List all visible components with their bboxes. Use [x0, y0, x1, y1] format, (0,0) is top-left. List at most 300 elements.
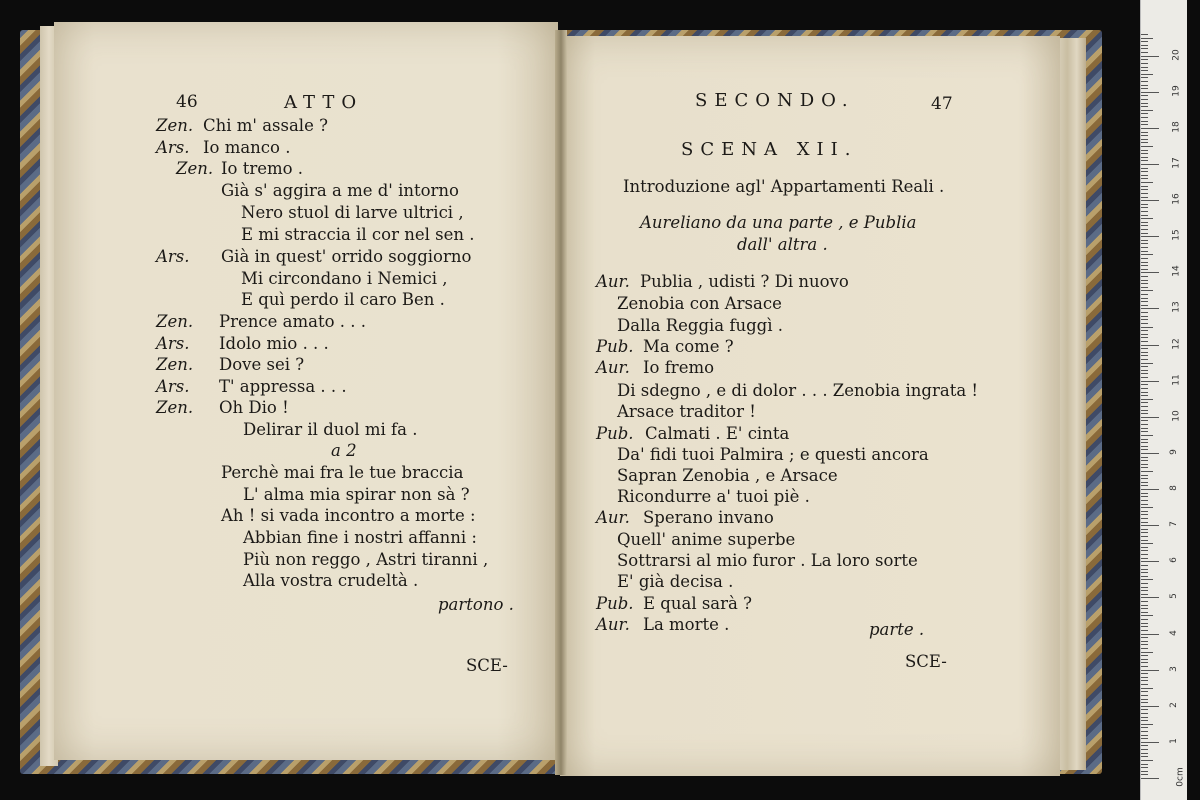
verse-line: Da' fidi tuoi Palmira ; e questi ancora — [617, 445, 929, 464]
verse-line: Publia , udisti ? Di nuovo — [640, 272, 849, 291]
ruler-label: 14 — [1171, 265, 1182, 278]
ruler-tick — [1141, 160, 1148, 161]
ruler-tick — [1141, 359, 1148, 360]
verse-line: Abbian fine i nostri affanni : — [243, 528, 477, 547]
ruler-tick — [1141, 262, 1148, 263]
verse-line: Ricondurre a' tuoi piè . — [617, 487, 810, 506]
ruler-tick — [1141, 420, 1148, 421]
ruler-tick — [1141, 702, 1148, 703]
stage-direction: dall' altra . — [737, 235, 828, 254]
ruler-label: 13 — [1171, 301, 1182, 314]
scene-setting: Introduzione agl' Appartamenti Reali . — [623, 177, 945, 196]
ruler-tick — [1141, 641, 1148, 642]
ruler-tick — [1141, 735, 1148, 736]
ruler-label: 4 — [1168, 629, 1179, 636]
ruler-label: 7 — [1168, 521, 1179, 528]
verse-line: Prence amato . . . — [219, 312, 366, 331]
ruler-tick — [1141, 630, 1148, 631]
ruler-tick — [1141, 626, 1148, 627]
ruler-tick — [1141, 92, 1159, 93]
ruler-tick — [1141, 713, 1148, 714]
ruler-tick — [1141, 677, 1148, 678]
ruler-label: 15 — [1171, 229, 1182, 241]
ruler-tick — [1141, 507, 1153, 508]
ruler-tick — [1141, 670, 1159, 671]
ruler-tick — [1141, 355, 1148, 356]
verse-line: Perchè mai fra le tue braccia — [221, 463, 464, 482]
ruler-tick — [1141, 504, 1148, 505]
ruler-tick — [1141, 106, 1148, 107]
ruler-tick — [1141, 550, 1148, 551]
speaker-label: Ars. — [156, 334, 190, 353]
catchword: SCE- — [466, 656, 508, 675]
ruler-tick — [1141, 666, 1148, 667]
ruler-tick — [1141, 327, 1153, 328]
ruler-tick — [1141, 117, 1148, 118]
verse-line: Più non reggo , Astri tiranni , — [243, 550, 489, 569]
ruler-label: 2 — [1168, 701, 1179, 708]
speaker-label: Pub. — [596, 337, 634, 356]
ruler-tick — [1141, 727, 1148, 728]
ruler-tick — [1141, 648, 1148, 649]
ruler-tick — [1141, 778, 1159, 779]
ruler-tick — [1141, 323, 1148, 324]
ruler-tick — [1141, 612, 1148, 613]
ruler-tick — [1141, 410, 1148, 411]
ruler-tick — [1141, 70, 1148, 71]
ruler-tick — [1141, 644, 1148, 645]
ruler-tick — [1141, 446, 1148, 447]
ruler-tick — [1141, 298, 1148, 299]
ruler-tick — [1141, 34, 1148, 35]
ruler-tick — [1141, 258, 1148, 259]
verse-line: Io tremo . — [221, 159, 304, 178]
ruler-tick — [1141, 56, 1159, 57]
speaker-label: Zen. — [156, 398, 194, 417]
ruler-tick — [1141, 171, 1148, 172]
ruler-tick — [1141, 615, 1153, 616]
ruler-tick — [1141, 695, 1148, 696]
speaker-label: Ars. — [156, 138, 190, 157]
ruler-tick — [1141, 511, 1148, 512]
ruler-tick — [1141, 388, 1148, 389]
ruler-tick — [1141, 496, 1148, 497]
ruler-tick — [1141, 742, 1159, 743]
ruler-tick — [1141, 717, 1148, 718]
ruler-tick — [1141, 312, 1148, 313]
stage-direction-exit: partono . — [438, 595, 514, 614]
speaker-label: Aur. — [596, 508, 630, 527]
ruler-tick — [1141, 305, 1148, 306]
verse-line: Sapran Zenobia , e Arsace — [617, 466, 838, 485]
ruler-tick — [1141, 139, 1148, 140]
ruler-tick — [1141, 189, 1148, 190]
ruler-tick — [1141, 218, 1153, 219]
verse-line: Ah ! si vada incontro a morte : — [221, 506, 476, 525]
ruler-tick — [1141, 74, 1153, 75]
ruler-tick — [1141, 493, 1148, 494]
ruler-tick — [1141, 243, 1148, 244]
verse-line: Io fremo — [643, 358, 715, 377]
ruler-tick — [1141, 442, 1148, 443]
ruler-tick — [1141, 345, 1159, 346]
left-page — [54, 22, 558, 760]
ruler-tick — [1141, 457, 1148, 458]
speaker-label: Aur. — [596, 615, 630, 634]
speaker-label: Ars. — [156, 377, 190, 396]
ruler-tick — [1141, 337, 1148, 338]
ruler-tick — [1141, 384, 1148, 385]
ruler-tick — [1141, 731, 1148, 732]
ruler-tick — [1141, 168, 1148, 169]
ruler-label: 17 — [1171, 157, 1182, 169]
speaker-label: Pub. — [596, 594, 634, 613]
ruler-label: 16 — [1171, 193, 1182, 205]
ruler-tick — [1141, 95, 1148, 96]
ruler-tick — [1141, 269, 1148, 270]
running-head: SECONDO. — [695, 90, 855, 111]
verse-line: Idolo mio . . . — [219, 334, 329, 353]
verse-line: Zenobia con Arsace — [617, 294, 782, 313]
ruler-tick — [1141, 316, 1148, 317]
ruler-tick — [1141, 756, 1148, 757]
ruler-tick — [1141, 193, 1148, 194]
ruler-tick — [1141, 247, 1148, 248]
ruler-tick — [1141, 377, 1148, 378]
ruler-tick — [1141, 186, 1148, 187]
right-page — [560, 36, 1060, 776]
ruler-tick — [1141, 294, 1148, 295]
ruler-tick — [1141, 565, 1148, 566]
ruler-tick — [1141, 308, 1159, 309]
ruler-tick — [1141, 233, 1148, 234]
ruler-tick — [1141, 373, 1148, 374]
page-number: 47 — [931, 94, 953, 114]
ruler-tick — [1141, 662, 1148, 663]
ruler-tick — [1141, 417, 1159, 418]
speaker-label: Zen. — [156, 355, 194, 374]
ruler-tick — [1141, 348, 1148, 349]
ruler-tick — [1141, 157, 1148, 158]
stage-direction-exit: parte . — [869, 620, 925, 639]
verse-line: Oh Dio ! — [219, 398, 289, 417]
ruler-tick — [1141, 590, 1148, 591]
verse-line: Dalla Reggia fuggì . — [617, 316, 783, 335]
ruler-tick — [1141, 467, 1148, 468]
ruler-tick — [1141, 764, 1148, 765]
ruler-tick — [1141, 699, 1148, 700]
ruler-tick — [1141, 745, 1148, 746]
page-number: 46 — [176, 92, 198, 112]
ruler-tick — [1141, 554, 1148, 555]
ruler-tick — [1141, 540, 1148, 541]
ruler-tick — [1141, 200, 1159, 201]
ruler-label: 8 — [1168, 485, 1179, 491]
ruler-label: 11 — [1171, 373, 1182, 386]
ruler-tick — [1141, 197, 1148, 198]
ruler-tick — [1141, 587, 1148, 588]
ruler-tick — [1141, 680, 1148, 681]
ruler-tick — [1141, 222, 1148, 223]
ruler-tick — [1141, 684, 1148, 685]
ruler-tick — [1141, 63, 1148, 64]
ruler-tick — [1141, 453, 1159, 454]
ruler-tick — [1141, 272, 1159, 273]
ruler-tick — [1141, 724, 1153, 725]
ruler-tick — [1141, 594, 1148, 595]
ruler-tick — [1141, 402, 1148, 403]
ruler-tick — [1141, 366, 1148, 367]
speaker-label: Zen. — [176, 159, 214, 178]
ruler-tick — [1141, 518, 1148, 519]
ruler-tick — [1141, 431, 1148, 432]
ruler-tick — [1141, 605, 1148, 606]
ruler-tick — [1141, 608, 1148, 609]
ruler-tick — [1141, 449, 1148, 450]
ruler-tick — [1141, 767, 1148, 768]
ruler-tick — [1141, 500, 1148, 501]
verse-line: Mi circondano i Nemici , — [241, 269, 448, 288]
ruler-tick — [1141, 760, 1153, 761]
ruler-tick — [1141, 132, 1148, 133]
ruler-tick — [1141, 749, 1148, 750]
ruler-tick — [1141, 753, 1148, 754]
ruler-tick — [1141, 659, 1148, 660]
measuring-ruler — [1140, 0, 1187, 800]
speaker-label: Ars. — [156, 247, 190, 266]
ruler-tick — [1141, 81, 1148, 82]
ruler-label: 18 — [1171, 121, 1182, 133]
book-gutter — [555, 30, 567, 775]
verse-line: E mi straccia il cor nel sen . — [241, 225, 475, 244]
ruler-tick — [1141, 265, 1148, 266]
ruler-tick — [1141, 204, 1148, 205]
verse-line: Delirar il duol mi fa . — [243, 420, 418, 439]
ruler-tick — [1141, 709, 1148, 710]
ruler-tick — [1141, 435, 1153, 436]
ruler-tick — [1141, 153, 1148, 154]
ruler-tick — [1141, 482, 1148, 483]
ruler-tick — [1141, 720, 1148, 721]
ruler-tick — [1141, 110, 1153, 111]
speaker-label: Aur. — [596, 358, 630, 377]
ruler-tick — [1141, 225, 1148, 226]
ruler-tick — [1141, 41, 1148, 42]
ruler-tick — [1141, 485, 1148, 486]
ruler-label: 1 — [1168, 738, 1179, 744]
ruler-tick — [1141, 363, 1153, 364]
ruler-tick — [1141, 406, 1148, 407]
ruler-tick — [1141, 45, 1148, 46]
verse-line: Ma come ? — [643, 337, 734, 356]
ruler-tick — [1141, 124, 1148, 125]
verse-line: Sperano invano — [643, 508, 774, 527]
ruler-tick — [1141, 59, 1148, 60]
ruler-label: 0cm — [1175, 767, 1186, 787]
ruler-tick — [1141, 254, 1153, 255]
ruler-tick — [1141, 290, 1153, 291]
ruler-tick — [1141, 175, 1148, 176]
ruler-tick — [1141, 301, 1148, 302]
ruler-tick — [1141, 236, 1159, 237]
ruler-tick — [1141, 85, 1148, 86]
ruler-tick — [1141, 688, 1153, 689]
ruler-tick — [1141, 164, 1159, 165]
verse-line: Di sdegno , e di dolor . . . Zenobia ingrata ! — [617, 381, 979, 400]
ruler-tick — [1141, 211, 1148, 212]
verse-line: E quì perdo il caro Ben . — [241, 290, 445, 309]
ruler-tick — [1141, 38, 1153, 39]
ruler-tick — [1141, 334, 1148, 335]
ruler-tick — [1141, 207, 1148, 208]
ruler-tick — [1141, 229, 1148, 230]
speaker-label: Aur. — [596, 272, 630, 291]
ruler-tick — [1141, 428, 1148, 429]
ruler-tick — [1141, 280, 1148, 281]
ruler-tick — [1141, 691, 1148, 692]
verse-line: E qual sarà ? — [643, 594, 752, 613]
ruler-tick — [1141, 128, 1159, 129]
ruler-label: 3 — [1168, 665, 1179, 672]
verse-line: Arsace traditor ! — [617, 402, 756, 421]
scene-title: SCENA XII. — [681, 139, 858, 160]
ruler-tick — [1141, 142, 1148, 143]
ruler-tick — [1141, 579, 1153, 580]
verse-line: Quell' anime superbe — [617, 530, 796, 549]
ruler-tick — [1141, 182, 1153, 183]
ruler-tick — [1141, 525, 1159, 526]
ruler-tick — [1141, 77, 1148, 78]
ruler-tick — [1141, 771, 1148, 772]
ruler-tick — [1141, 583, 1148, 584]
running-head: ATTO — [284, 92, 364, 113]
ruler-tick — [1141, 439, 1148, 440]
verse-line: Sottrarsi al mio furor . La loro sorte — [617, 551, 918, 570]
ruler-tick — [1141, 536, 1148, 537]
verse-line: Nero stuol di larve ultrici , — [241, 203, 464, 222]
ruler-tick — [1141, 569, 1148, 570]
ruler-tick — [1141, 673, 1148, 674]
ruler-tick — [1141, 576, 1148, 577]
ruler-tick — [1141, 471, 1153, 472]
ruler-tick — [1141, 88, 1148, 89]
ruler-tick — [1141, 532, 1148, 533]
verse-line: La morte . — [643, 615, 730, 634]
verse-line: E' già decisa . — [617, 572, 734, 591]
ruler-tick — [1141, 178, 1148, 179]
ruler-tick — [1141, 103, 1148, 104]
catchword: SCE- — [905, 652, 947, 671]
ruler-tick — [1141, 146, 1153, 147]
ruler-tick — [1141, 352, 1148, 353]
ruler-tick — [1141, 489, 1159, 490]
ruler-label: 10 — [1171, 410, 1182, 422]
ruler-tick — [1141, 381, 1159, 382]
verse-line: L' alma mia spirar non sà ? — [243, 485, 470, 504]
ruler-tick — [1141, 283, 1148, 284]
ruler-tick — [1141, 215, 1148, 216]
stage-direction: Aureliano da una parte , e Publia — [640, 213, 917, 232]
ruler-tick — [1141, 558, 1148, 559]
ruler-label: 19 — [1171, 85, 1182, 97]
verse-line: Già s' aggira a me d' intorno — [221, 181, 459, 200]
ruler-tick — [1141, 251, 1148, 252]
ruler-tick — [1141, 135, 1148, 136]
verse-line: Chi m' assale ? — [203, 116, 328, 135]
ruler-tick — [1141, 561, 1159, 562]
ruler-tick — [1141, 395, 1148, 396]
ruler-tick — [1141, 652, 1153, 653]
ruler-tick — [1141, 424, 1148, 425]
ruler-tick — [1141, 475, 1148, 476]
ruler-tick — [1141, 319, 1148, 320]
ruler-tick — [1141, 634, 1159, 635]
ruler-tick — [1141, 413, 1148, 414]
ruler-tick — [1141, 67, 1148, 68]
ruler-label: 5 — [1168, 593, 1179, 600]
ruler-tick — [1141, 240, 1148, 241]
ruler-tick — [1141, 460, 1148, 461]
ruler-tick — [1141, 738, 1148, 739]
ruler-label: 12 — [1171, 337, 1182, 350]
ruler-tick — [1141, 572, 1148, 573]
ruler-label: 20 — [1171, 48, 1182, 61]
ruler-tick — [1141, 113, 1148, 114]
speaker-label: Zen. — [156, 116, 194, 135]
speaker-label: Pub. — [596, 424, 634, 443]
ruler-tick — [1141, 276, 1148, 277]
verse-line: Alla vostra crudeltà . — [243, 571, 419, 590]
ruler-tick — [1141, 623, 1148, 624]
ruler-tick — [1141, 774, 1148, 775]
ruler-tick — [1141, 48, 1148, 49]
ruler-tick — [1141, 392, 1148, 393]
ruler-tick — [1141, 52, 1148, 53]
ruler-tick — [1141, 529, 1148, 530]
ruler-tick — [1141, 341, 1148, 342]
ruler-tick — [1141, 597, 1159, 598]
right-page-edges — [1058, 38, 1086, 770]
ruler-tick — [1141, 619, 1148, 620]
ruler-tick — [1141, 655, 1148, 656]
ruler-tick — [1141, 601, 1148, 602]
verse-line: T' appressa . . . — [219, 377, 347, 396]
ruler-tick — [1141, 399, 1153, 400]
ruler-tick — [1141, 121, 1148, 122]
ruler-tick — [1141, 370, 1148, 371]
ruler-label: 9 — [1168, 449, 1179, 455]
verse-line: Io manco . — [203, 138, 291, 157]
ruler-tick — [1141, 478, 1148, 479]
verse-line: Calmati . E' cinta — [645, 424, 790, 443]
ruler-tick — [1141, 514, 1148, 515]
ruler-tick — [1141, 287, 1148, 288]
verse-line: Già in quest' orrido soggiorno — [221, 247, 472, 266]
ruler-tick — [1141, 99, 1148, 100]
ruler-tick — [1141, 547, 1148, 548]
ruler-tick — [1141, 522, 1148, 523]
ruler-tick — [1141, 706, 1159, 707]
speaker-label: Zen. — [156, 312, 194, 331]
ruler-tick — [1141, 150, 1148, 151]
ruler-tick — [1141, 543, 1153, 544]
ruler-tick — [1141, 464, 1148, 465]
ruler-tick — [1141, 637, 1148, 638]
ruler-tick — [1141, 330, 1148, 331]
verse-line: Dove sei ? — [219, 355, 305, 374]
verse-line: a 2 — [331, 441, 357, 460]
ruler-label: 6 — [1168, 557, 1179, 564]
